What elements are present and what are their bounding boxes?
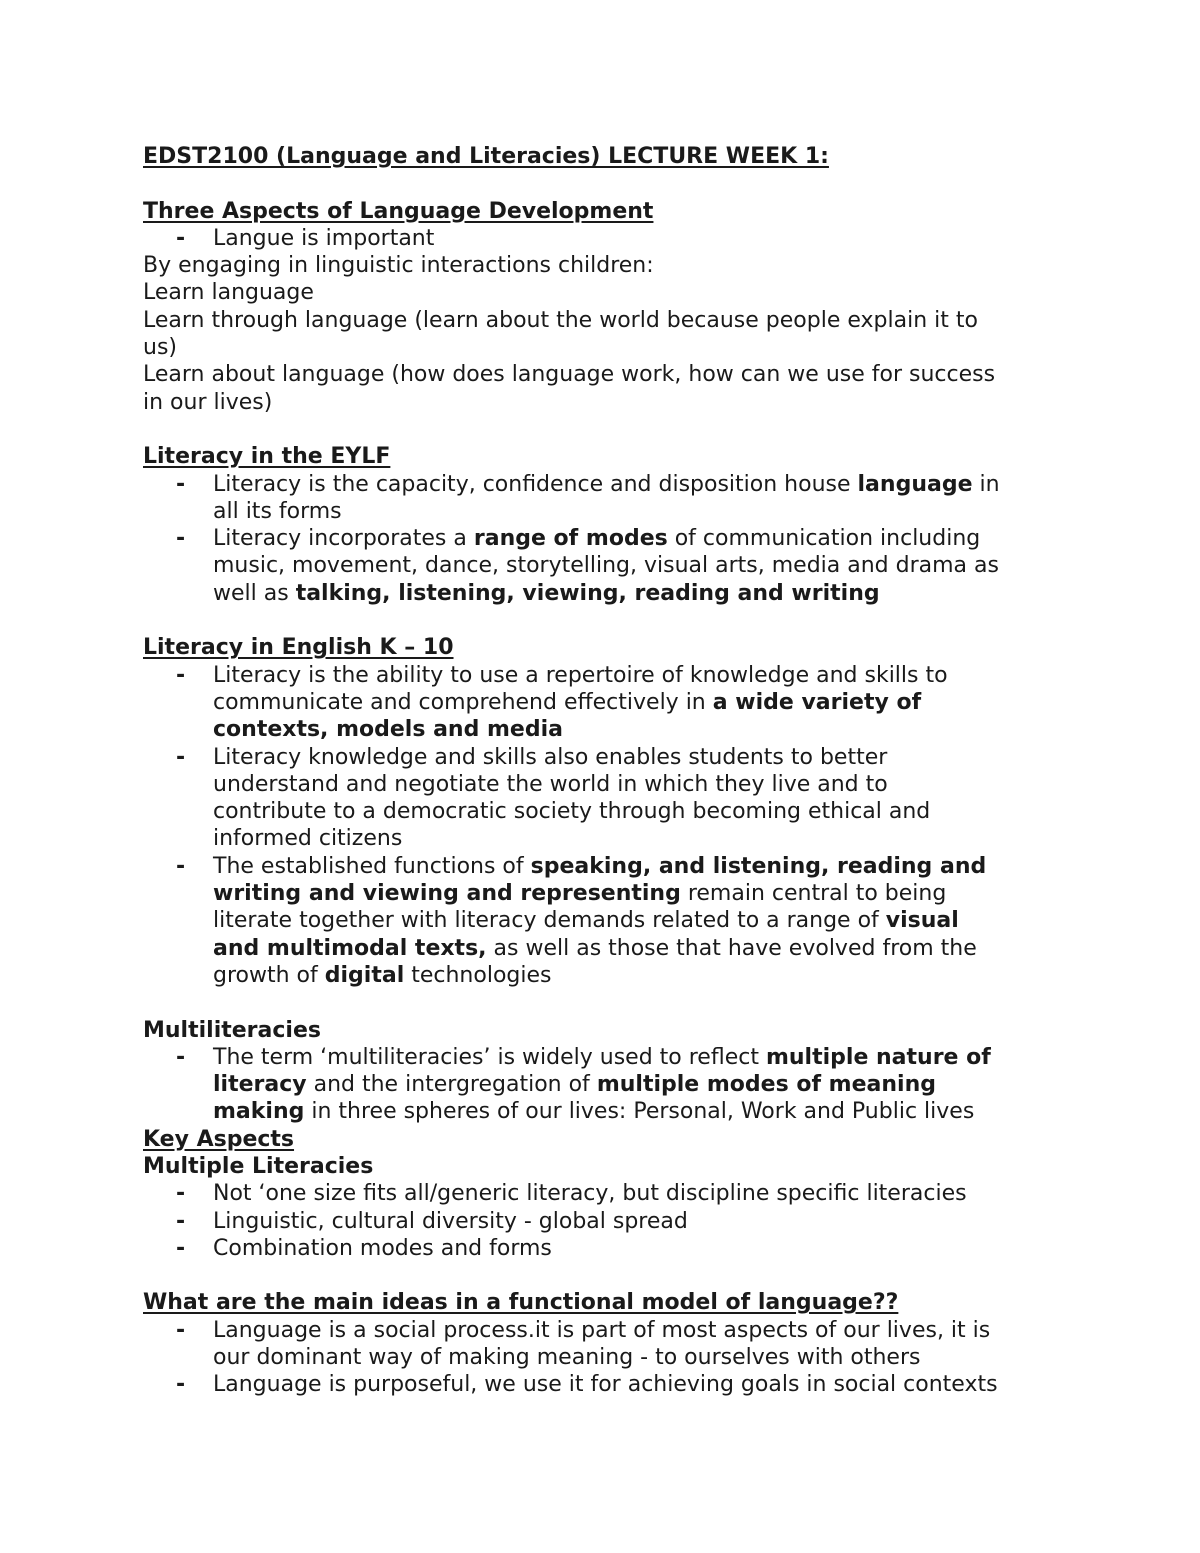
bullet-dash: -: [176, 744, 186, 770]
subheading-key-aspects: Key Aspects: [143, 1126, 295, 1152]
section-heading-english-k10: Literacy in English K – 10: [143, 635, 454, 661]
bullet-item: - Linguistic, cultural diversity - global spread: [176, 1208, 688, 1234]
bullet-dash: -: [176, 225, 186, 251]
bullet-dash: -: [176, 1181, 186, 1207]
section-heading-eylf: Literacy in the EYLF: [143, 444, 391, 470]
paragraph: By engaging in linguistic interactions children:: [143, 253, 654, 279]
bullet-dash: -: [176, 1317, 186, 1343]
paragraph: Learn language: [143, 280, 314, 306]
bullet-dash: -: [176, 1372, 186, 1398]
bullet-item: - The term ‘multiliteracies’ is widely used to reflect multiple nature of literacy and the intergregation of multiple modes of meaning making in three spheres of our lives: Personal, Work and Public lives: [176, 1044, 991, 1125]
bullet-item: - Not ‘one size fits all/generic literacy, but discipline specific literacies: [176, 1181, 967, 1207]
bullet-item: - Literacy is the ability to use a repertoire of knowledge and skills to communicate and comprehend effectively in a wide variety of contexts, models and media: [176, 662, 948, 743]
document-page: [143, 143, 1063, 1399]
bullet-dash: -: [176, 853, 186, 879]
paragraph: Learn through language (learn about the world because people explain it to: [143, 307, 978, 333]
bullet-item: - Literacy is the capacity, confidence and disposition house language in all its forms: [176, 471, 1000, 524]
bullet-dash: -: [176, 1044, 186, 1070]
bullet-item: - Literacy incorporates a range of modes of communication including music, movement, dance, storytelling, visual arts, media and drama as well as talking, listening, viewing, reading and writing: [176, 526, 999, 606]
section-heading-language-development: Three Aspects of Language Development: [143, 198, 654, 224]
bullet-dash: -: [176, 526, 186, 552]
bullet-item: - Language is a social process.it is part of most aspects of our lives, it is our dominant way of making meaning - to ourselves with others: [176, 1317, 991, 1371]
paragraph: us): [143, 335, 177, 361]
document-title: EDST2100 (Language and Literacies) LECTURE WEEK 1:: [143, 144, 829, 169]
subheading-multiple-literacies: Multiple Literacies: [143, 1153, 374, 1179]
bullet-dash: -: [176, 662, 186, 688]
bullet-item: - The established functions of speaking, and listening, reading and writing and viewing and representing remain central to being literate together with literacy demands related to a range of visual and multimodal texts, as well as those that have evolved from the growth of digital technologies: [176, 853, 987, 988]
section-heading-multiliteracies: Multiliteracies: [143, 1017, 321, 1043]
section-heading-functional-model: What are the main ideas in a functional model of language??: [143, 1290, 899, 1316]
bullet-dash: -: [176, 1235, 186, 1261]
bullet-item: - Literacy knowledge and skills also enables students to better understand and negotiate the world in which they live and to contribute to a democratic society through becoming ethical and informed citizens: [176, 744, 931, 852]
bullet-item: - Langue is important: [176, 225, 435, 251]
bullet-item: - Combination modes and forms: [176, 1235, 552, 1261]
bullet-item: - Language is purposeful, we use it for achieving goals in social contexts: [176, 1372, 998, 1398]
paragraph: in our lives): [143, 389, 273, 415]
bullet-dash: -: [176, 471, 186, 497]
paragraph: Learn about language (how does language work, how can we use for success: [143, 362, 996, 388]
bullet-dash: -: [176, 1208, 186, 1234]
